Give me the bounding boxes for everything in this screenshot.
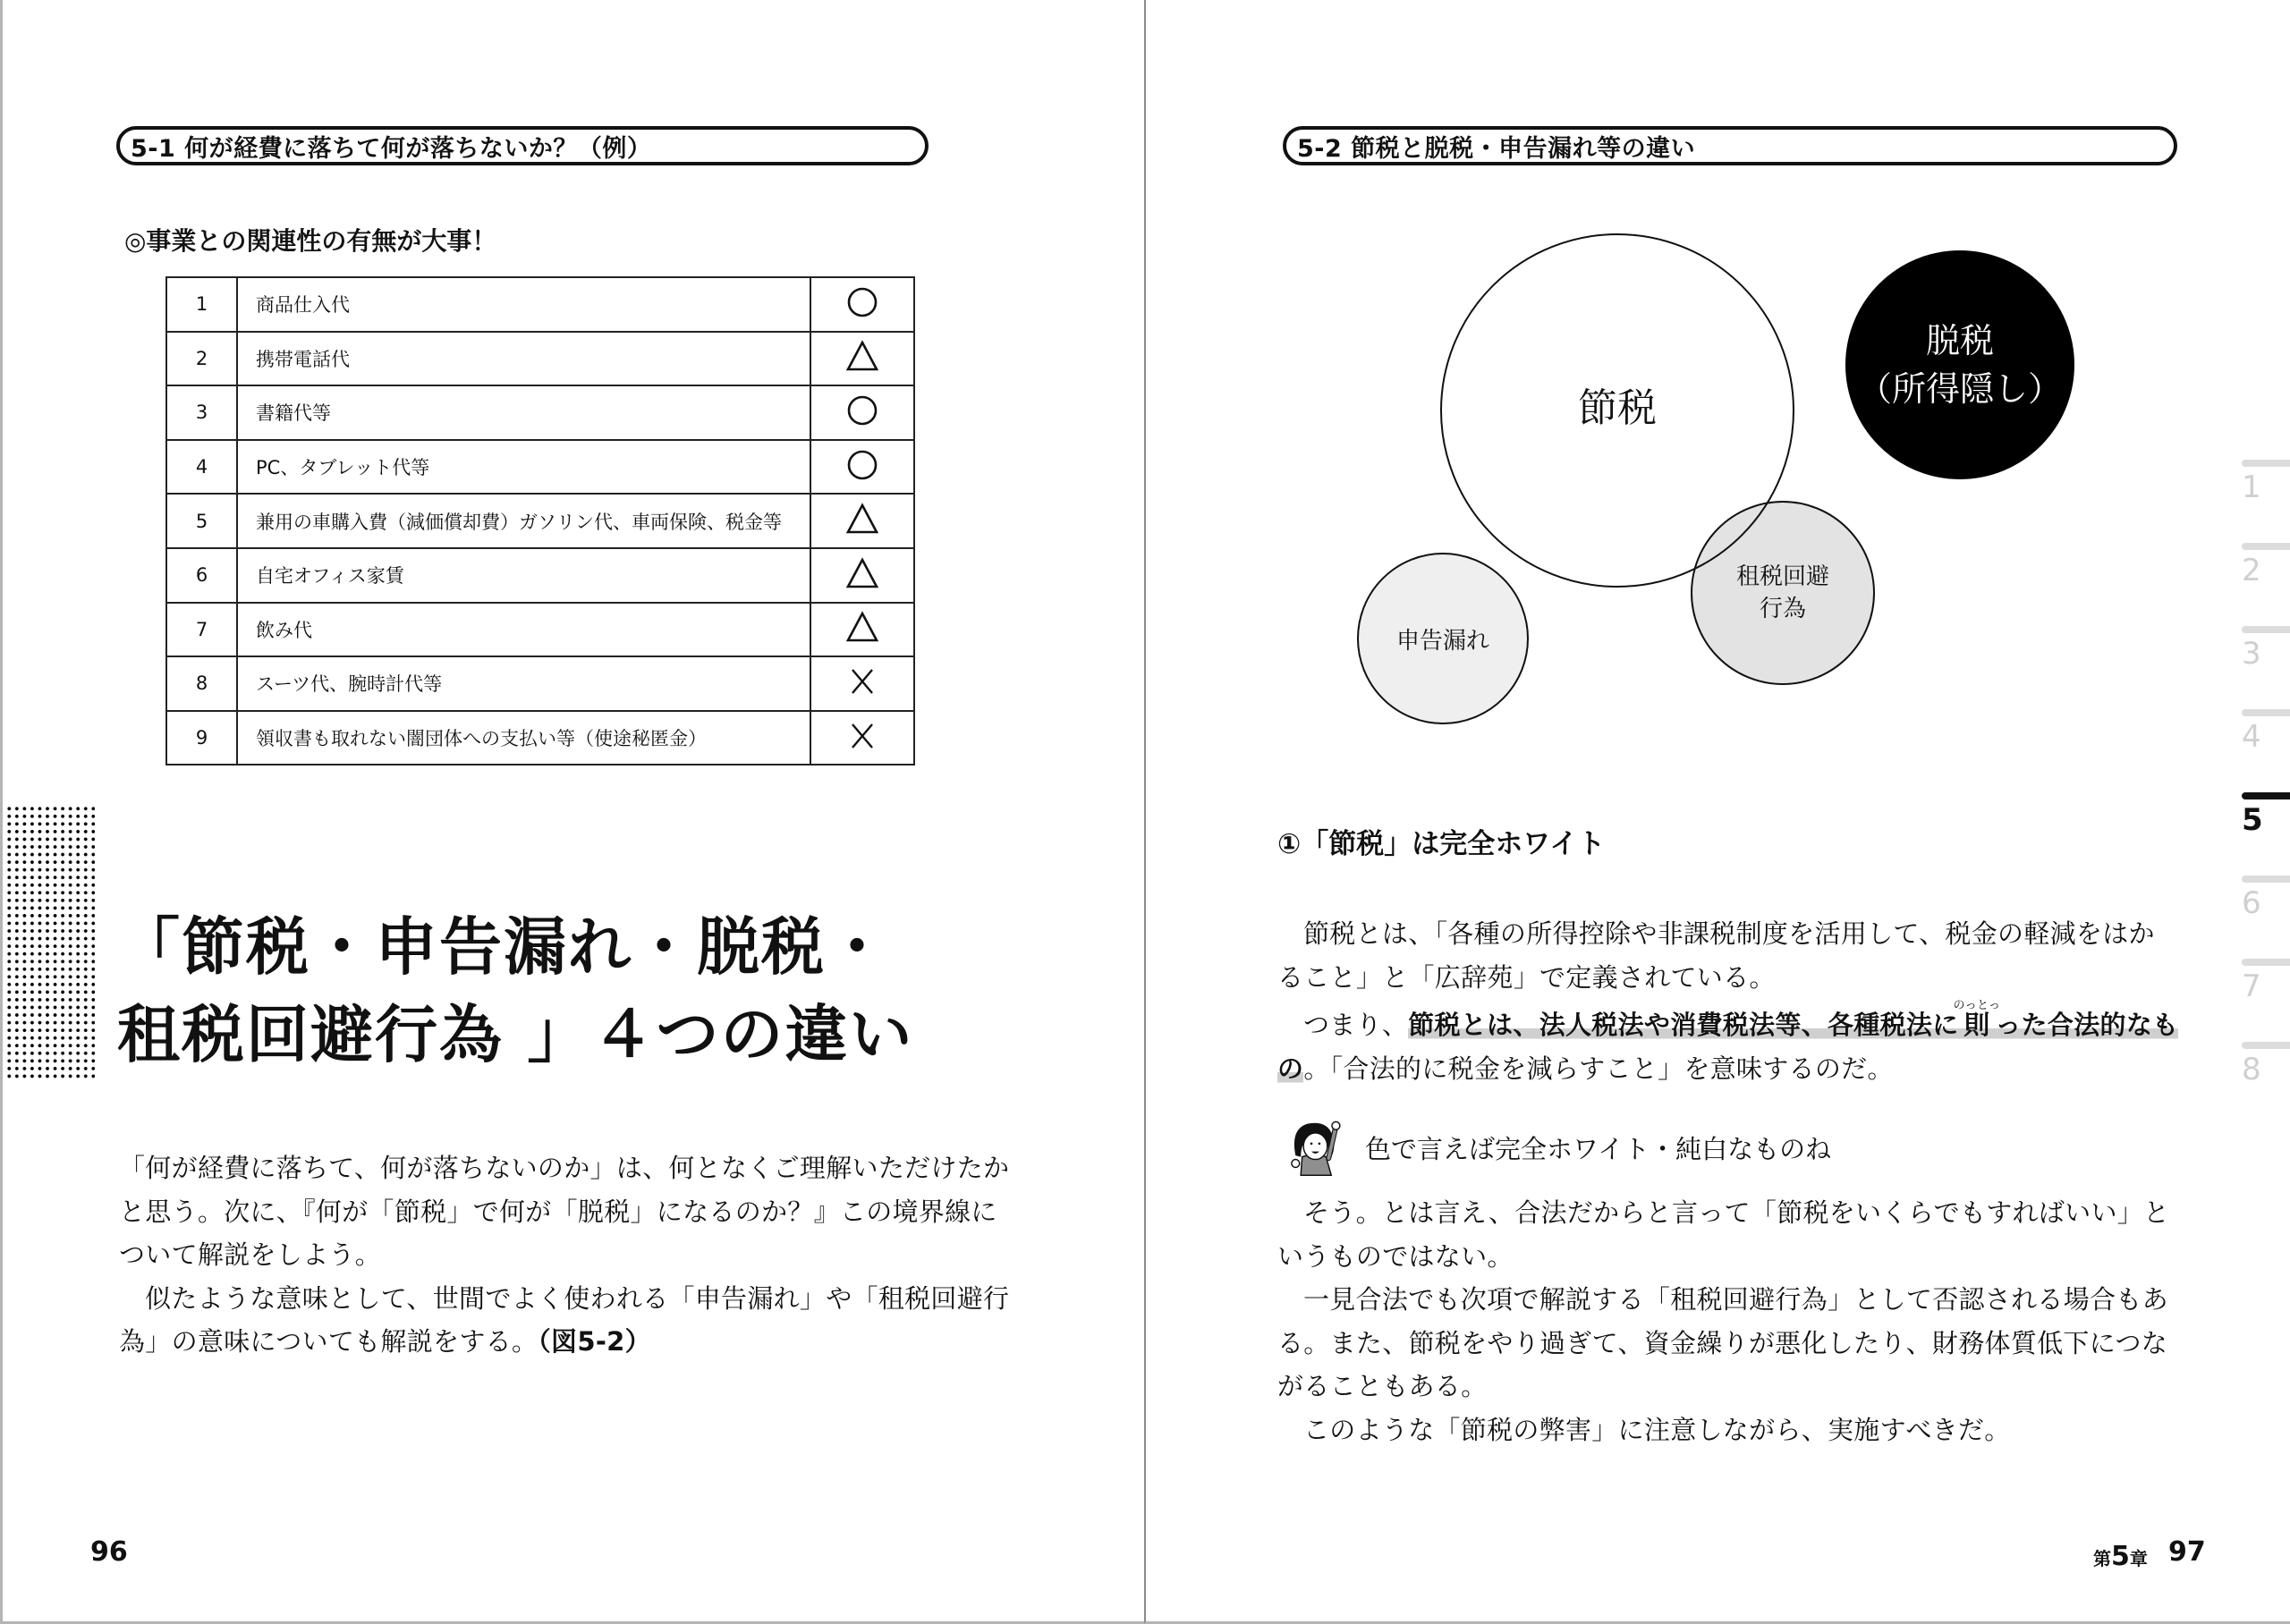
table-row [166, 277, 914, 332]
tab-bar [2242, 460, 2290, 467]
row-number: 5 [166, 494, 237, 548]
row-item: 兼用の車購入費（減価償却費）ガソリン代、車両保険、税金等 [237, 494, 810, 548]
thumb-tab-5[interactable] [2242, 792, 2290, 841]
ruby-text: のっとっ [1953, 999, 2001, 1012]
row-number: 9 [166, 711, 237, 765]
venn-diagram [1342, 233, 2111, 733]
cross-mark-icon [847, 721, 878, 756]
paragraph-text: 。「合法的に税金を減らすこと」を意味するのだ。 [1303, 1053, 1894, 1084]
paragraph-highlighted [1277, 999, 2181, 1090]
triangle-mark-icon [845, 611, 879, 647]
row-number: 8 [166, 656, 237, 711]
triangle-mark-icon [845, 340, 879, 376]
row-number: 7 [166, 603, 237, 657]
thumb-tab-6[interactable] [2242, 875, 2290, 924]
tab-bar [2242, 543, 2290, 550]
section-heading-5-2 [1283, 126, 2177, 165]
label-datsuzei: 脱税 [1925, 321, 1994, 360]
row-item: 領収書も取れない闇団体への支払い等（使途秘匿金） [237, 711, 810, 765]
row-number: 4 [166, 440, 237, 495]
table-row [166, 385, 914, 440]
table-row [166, 548, 914, 603]
table-row [166, 603, 914, 657]
row-item: 書籍代等 [237, 385, 810, 440]
page-number-left: 96 [90, 1536, 128, 1568]
figure-reference: （図5-2） [538, 1326, 651, 1357]
chapter-number: 5 [2111, 1541, 2130, 1572]
subsection-heading: ①「節税」は完全ホワイト [1277, 828, 1606, 860]
paragraph-text: つまり、 [1303, 1010, 1409, 1040]
row-mark [810, 548, 914, 603]
tab-label: 8 [2242, 1052, 2261, 1087]
section-heading-5-1 [116, 126, 929, 165]
section-body-1 [1277, 912, 2181, 1090]
table-row [166, 656, 914, 711]
section-heading-text: 5-2 節税と脱税・申告漏れ等の違い [1297, 134, 1696, 163]
page-number-right: 97 [2168, 1536, 2206, 1568]
label-shotoku-kakushi: （所得隠し） [1857, 369, 2062, 409]
paragraph: そう。とは言え、合法だからと言って「節税をいくらでもすればいい」というものではない。 [1277, 1197, 2170, 1272]
ruby-base: 則 [1953, 1010, 2001, 1040]
row-mark [810, 711, 914, 765]
thumb-tab-7[interactable] [2242, 959, 2290, 1007]
chapter-prefix: 第 [2093, 1548, 2111, 1569]
label-koui: 行為 [1759, 596, 1806, 622]
paragraph: 節税とは、「各種の所得控除や非課税制度を活用して、税金の軽減をはかること」と「広辞苑」で定義されている。 [1277, 918, 2155, 993]
cross-mark-icon [847, 666, 878, 701]
tab-bar [2242, 959, 2290, 966]
chapter-suffix: 章 [2129, 1548, 2148, 1569]
row-number: 1 [166, 277, 237, 332]
thumb-tab-8[interactable] [2242, 1042, 2290, 1090]
dot-pattern [5, 805, 95, 1078]
paragraph: 「何が経費に落ちて、何が落ちないのか」は、何となくご理解いただけたかと思う。次に、『何が「節税」で何が「脱税」になるのか？』この境界線について解説をしよう。 [119, 1153, 1010, 1270]
row-mark [810, 494, 914, 548]
intro-body [119, 1146, 1018, 1364]
table-row [166, 440, 914, 495]
tab-bar [2242, 709, 2290, 716]
section-body-2 [1277, 1191, 2181, 1451]
tab-label: 3 [2242, 636, 2261, 672]
paragraph: このような「節税の弊害」に注意しながら、実施すべきだ。 [1303, 1414, 2011, 1445]
page-left [0, 0, 1144, 1624]
row-mark [810, 440, 914, 495]
row-item: 商品仕入代 [237, 277, 810, 332]
label-setsuzei: 節税 [1578, 385, 1657, 431]
tab-label: 5 [2242, 802, 2263, 838]
tab-label: 4 [2242, 719, 2261, 755]
woman-character-icon [1281, 1109, 1347, 1186]
row-number: 3 [166, 385, 237, 440]
title-line-2: 租税回避行為 」４つの違い [117, 998, 914, 1071]
speech-text: 色で言えば完全ホワイト・純白なものね [1365, 1133, 1832, 1164]
row-mark [810, 385, 914, 440]
row-number: 2 [166, 332, 237, 386]
character-comment [1281, 1109, 1831, 1186]
circle-mark-icon [846, 394, 878, 431]
table-row [166, 711, 914, 765]
table-row [166, 332, 914, 386]
tab-bar [2242, 792, 2290, 799]
row-number: 6 [166, 548, 237, 603]
label-shinkoku-more: 申告漏れ [1395, 627, 1489, 655]
row-mark [810, 277, 914, 332]
highlight-part-1: 節税とは、法人税法や消費税法等、各種税法に [1408, 1010, 1959, 1040]
thumb-tab-4[interactable] [2242, 709, 2290, 757]
triangle-mark-icon [845, 557, 879, 594]
paragraph [119, 1277, 1018, 1364]
tab-bar [2242, 875, 2290, 883]
circle-mark-icon [846, 449, 878, 486]
highlight-part-2: った合法的なもの [1277, 1010, 2179, 1084]
paragraph: 一見合法でも次項で解説する「租税回避行為」として否認される場合もある。また、節税をやり過ぎて、資金繰りが悪化したり、財務体質低下につながることもある。 [1277, 1284, 2168, 1401]
expense-table [165, 276, 915, 765]
ruby-nottoru [1953, 999, 2001, 1040]
row-item: PC、タブレット代等 [237, 440, 810, 495]
thumb-tab-2[interactable] [2242, 543, 2290, 591]
row-mark [810, 603, 914, 657]
subheading: ◎事業との関連性の有無が大事！ [124, 226, 497, 256]
row-mark [810, 332, 914, 386]
paragraph-text: 似たような意味として、世間でよく使われる「申告漏れ」や「租税回避行為」の意味についても解説をする。 [119, 1282, 1010, 1357]
circle-setsuzei [1440, 233, 1794, 588]
chapter-title [117, 903, 913, 1078]
table-row [166, 494, 914, 548]
circle-mark-icon [846, 286, 878, 323]
tab-label: 2 [2242, 553, 2261, 588]
row-item: 自宅オフィス家賃 [237, 548, 810, 603]
section-heading-text: 5-1 何が経費に落ちて何が落ちないか？（例） [131, 134, 652, 163]
triangle-mark-icon [845, 503, 879, 539]
tab-bar [2242, 1042, 2290, 1049]
thumb-tab-1[interactable] [2242, 460, 2290, 508]
thumb-tab-3[interactable] [2242, 626, 2290, 674]
row-item: スーツ代、腕時計代等 [237, 656, 810, 711]
circle-shinkoku-more [1357, 553, 1529, 724]
row-item: 飲み代 [237, 603, 810, 657]
tab-bar [2242, 626, 2290, 633]
row-mark [810, 656, 914, 711]
tab-label: 7 [2242, 968, 2261, 1004]
circle-datsuzei [1845, 250, 2074, 479]
tab-label: 6 [2242, 885, 2261, 921]
label-sozei-kaihi: 租税回避 [1735, 563, 1829, 590]
title-line-1: 「節税・申告漏れ・脱税・ [117, 910, 890, 984]
tab-label: 1 [2242, 469, 2261, 505]
chapter-label [2093, 1541, 2148, 1572]
row-item: 携帯電話代 [237, 332, 810, 386]
